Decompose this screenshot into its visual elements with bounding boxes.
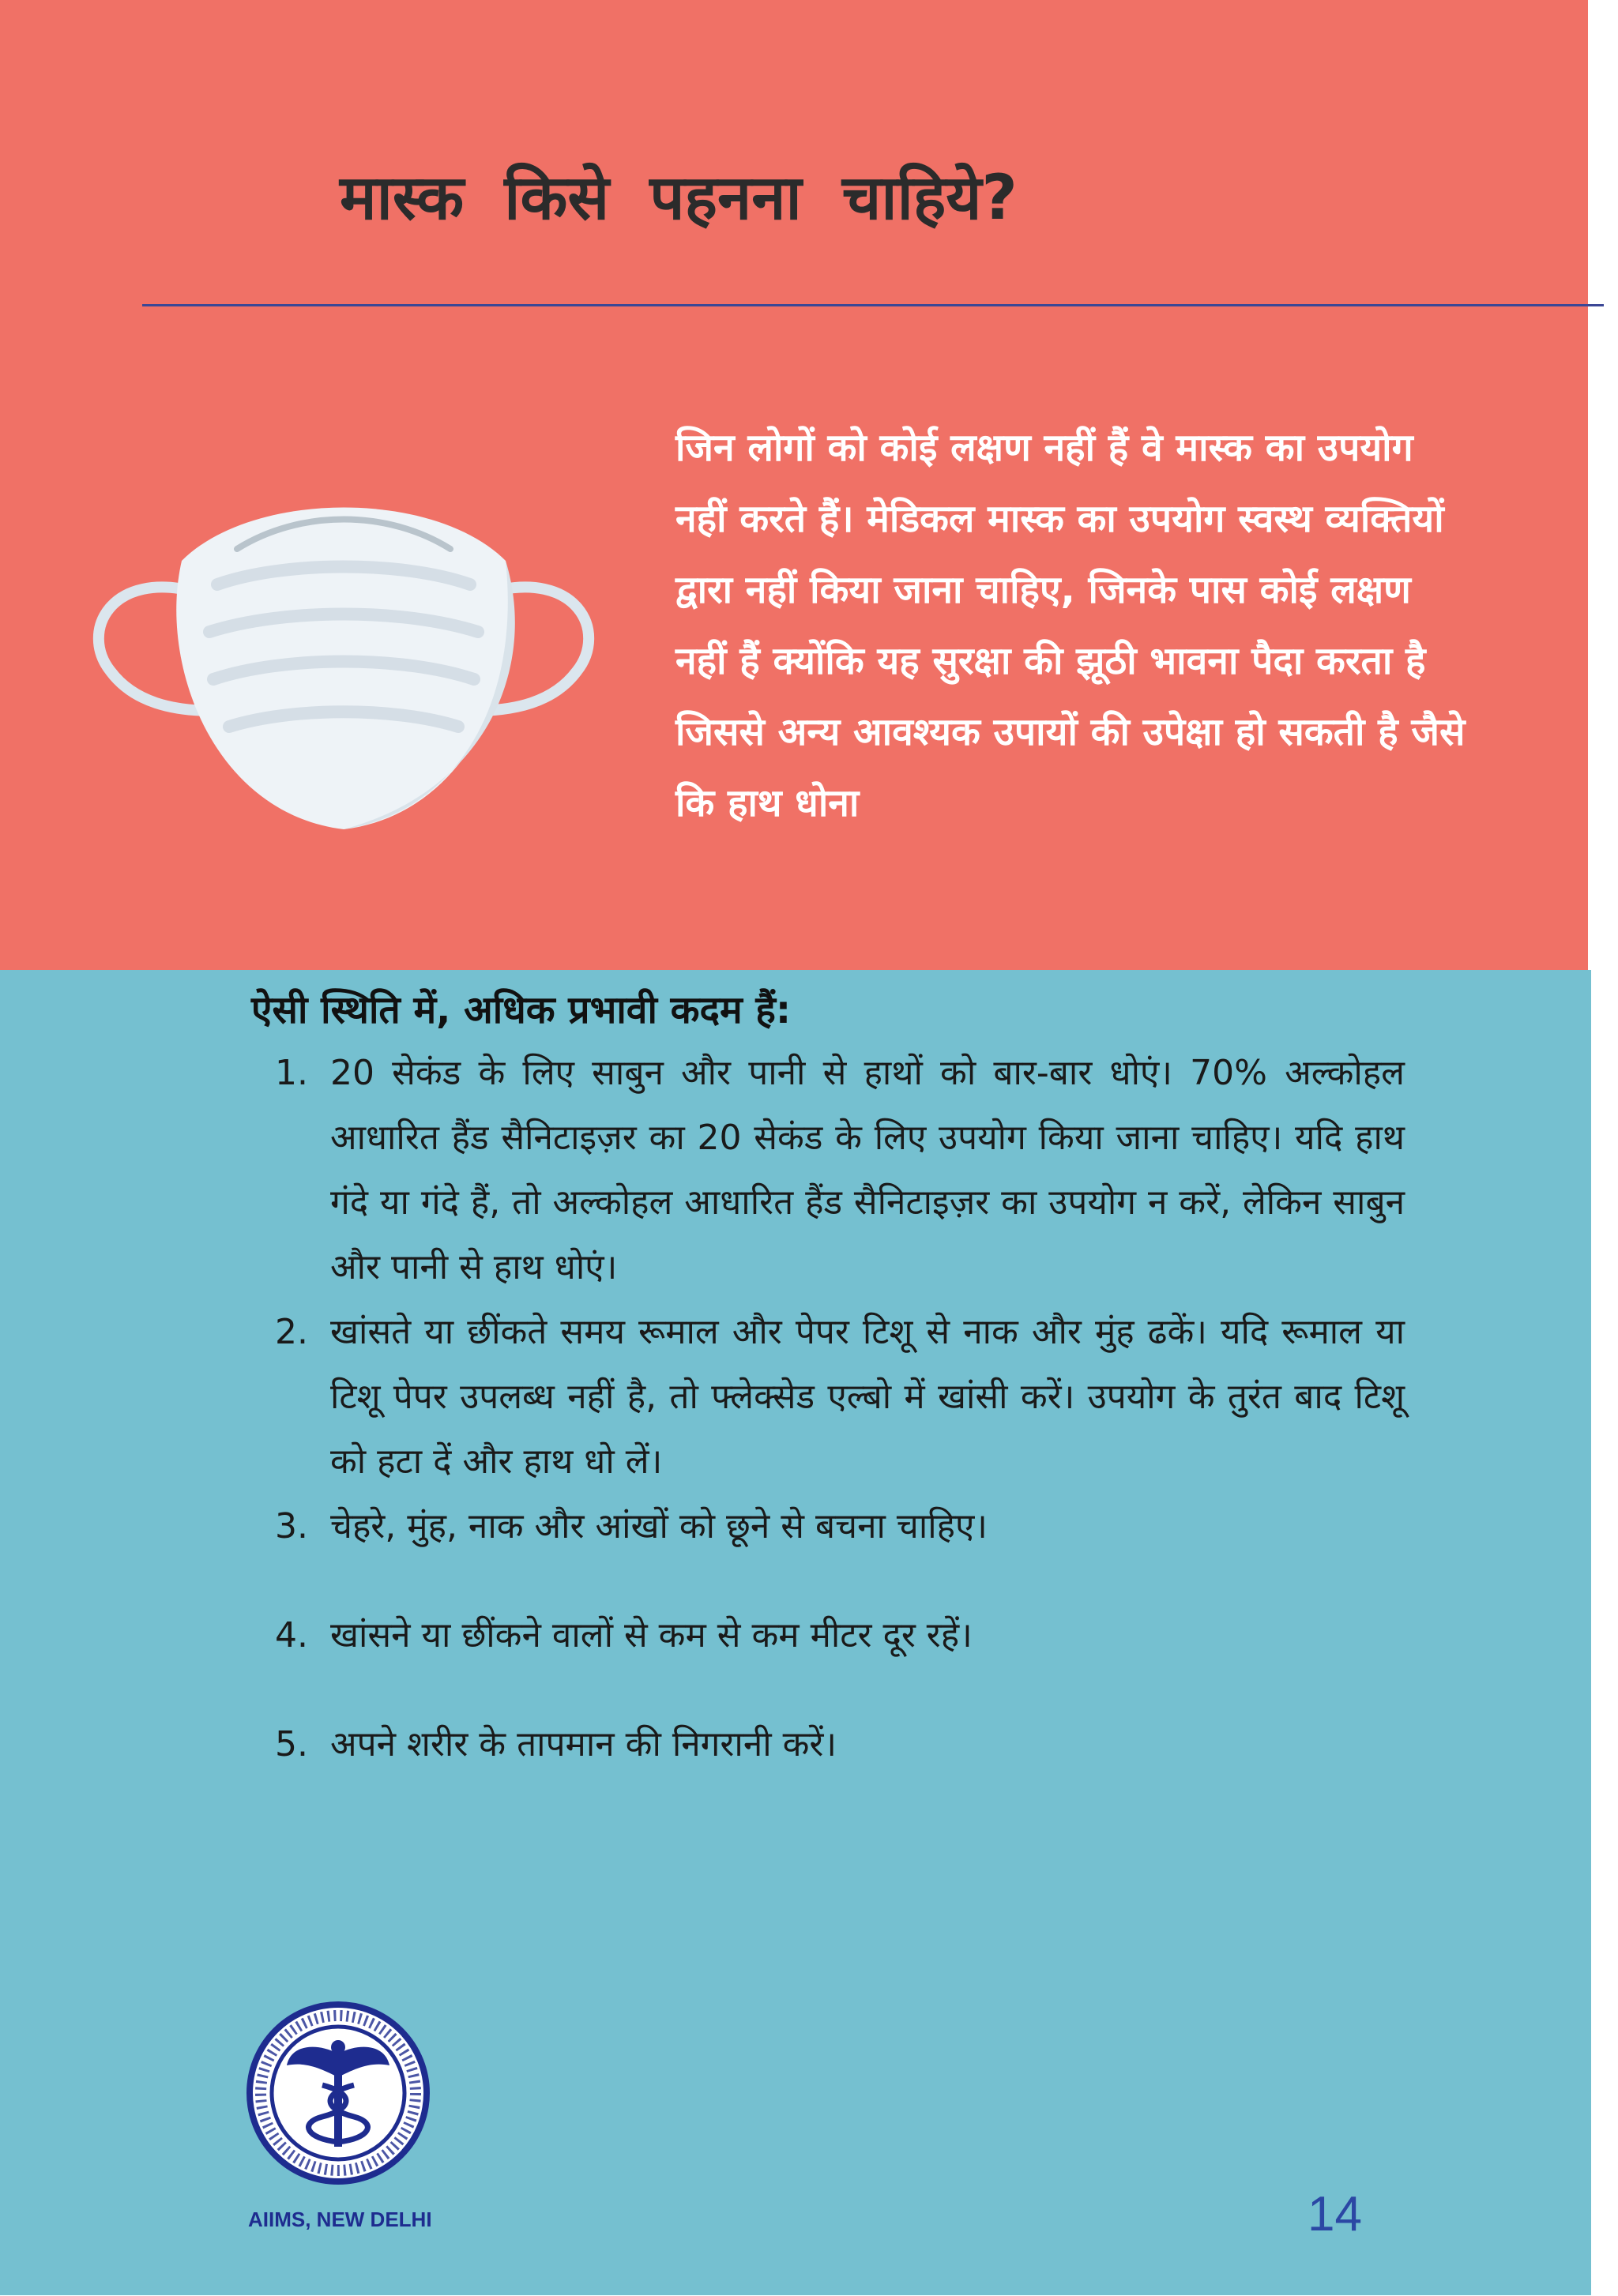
logo-caption: AIIMS, NEW DELHI xyxy=(248,2208,432,2231)
list-item xyxy=(275,1603,1405,1668)
page-margin xyxy=(1591,0,1618,2296)
steps-list xyxy=(275,1041,1405,1777)
list-item-text: खांसते या छींकते समय रूमाल और पेपर टिशू से नाक और मुंह ढकें। यदि रूमाल या टिशू पेपर उपलब्ध नहीं है, तो फ्लेक्सेड एल्बो में खांसी करें। उपयोग के तुरंत बाद टिशू को हटा दें और हाथ धो लें। xyxy=(330,1312,1405,1482)
title-divider xyxy=(142,304,1604,306)
list-item-number: 4. xyxy=(275,1615,308,1655)
list-item-number: 1. xyxy=(275,1053,308,1093)
list-item xyxy=(275,1300,1405,1494)
face-mask-illustration xyxy=(79,474,608,853)
steps-heading: ऐसी स्थिति में, अधिक प्रभावी कदम हैं: xyxy=(251,988,792,1032)
list-item-number: 5. xyxy=(275,1724,308,1764)
intro-paragraph: जिन लोगों को कोई लक्षण नहीं हैं वे मास्क का उपयोग नहीं करते हैं। मेडिकल मास्क का उपयोग स्वस्थ व्यक्तियों द्वारा नहीं किया जाना चाहिए, जिनके पास कोई लक्षण नहीं हैं क्योंकि यह सुरक्षा की झूठी भावना पैदा करता है जिससे अन्य आवश्यक उपायों की उपेक्षा हो सकती है जैसे कि हाथ धोना xyxy=(675,426,1466,825)
list-item xyxy=(275,1712,1405,1777)
page-title: मास्क किसे पहनना चाहिये? xyxy=(340,163,1018,234)
list-item-number: 2. xyxy=(275,1312,308,1352)
list-item xyxy=(275,1041,1405,1300)
list-item-number: 3. xyxy=(275,1506,308,1546)
page-number: 14 xyxy=(1308,2187,1362,2242)
list-item-text: खांसने या छींकने वालों से कम से कम मीटर दूर रहें। xyxy=(330,1615,973,1655)
list-item-text: अपने शरीर के तापमान की निगरानी करें। xyxy=(330,1724,837,1764)
list-item xyxy=(275,1494,1405,1559)
list-item-text: 20 सेकंड के लिए साबुन और पानी से हाथों को बार-बार धोएं। 70% अल्कोहल आधारित हैंड सैनिटाइज़र का 20 सेकंड के लिए उपयोग किया जाना चाहिए। यदि हाथ गंदे या गंदे हैं, तो अल्कोहल आधारित हैंड सैनिटाइज़र का उपयोग न करें, लेकिन साबुन और पानी से हाथ धोएं। xyxy=(330,1053,1405,1287)
list-item-text: चेहरे, मुंह, नाक और आंखों को छूने से बचना चाहिए। xyxy=(330,1506,988,1546)
aiims-logo xyxy=(243,1998,433,2188)
